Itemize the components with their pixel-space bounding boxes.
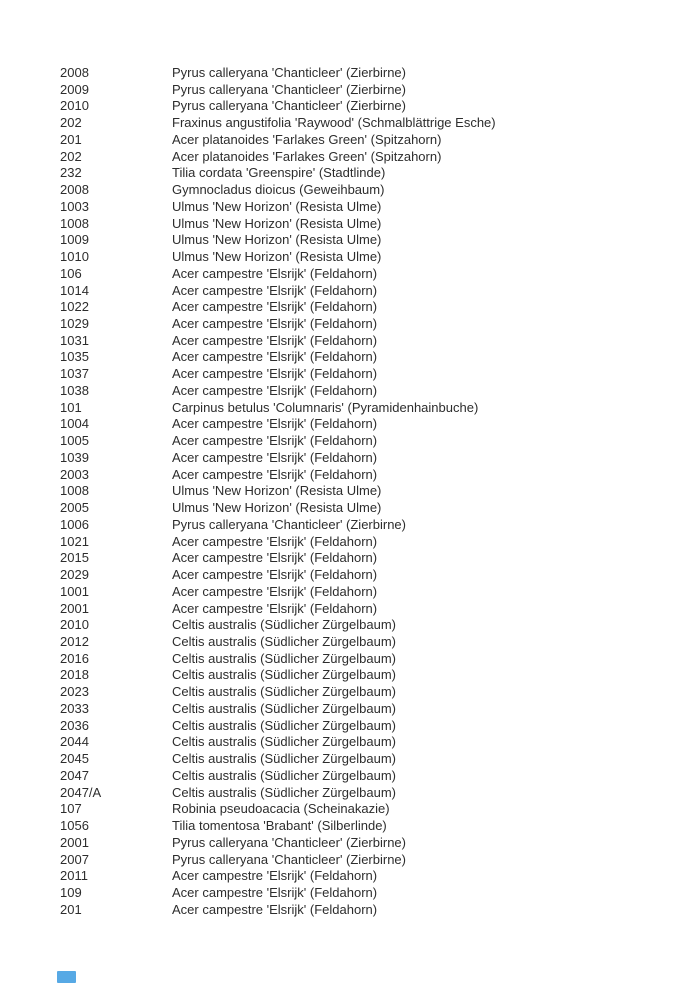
tree-species: Pyrus calleryana 'Chanticleer' (Zierbirne) <box>172 834 406 850</box>
tree-species: Acer campestre 'Elsrijk' (Feldahorn) <box>172 433 378 449</box>
tree-species: Acer campestre 'Elsrijk' (Feldahorn) <box>172 466 378 482</box>
tree-number: 109 <box>60 884 82 900</box>
tree-number: 2047/A <box>60 784 102 800</box>
table-row <box>60 734 680 751</box>
tree-number: 1037 <box>60 366 89 382</box>
tree-number: 1035 <box>60 349 89 365</box>
tree-number: 2016 <box>60 650 89 666</box>
tree-species: Acer campestre 'Elsrijk' (Feldahorn) <box>172 567 378 583</box>
table-row <box>60 433 680 450</box>
table-row <box>60 885 680 902</box>
tree-number: 2008 <box>60 65 89 80</box>
tree-species: Celtis australis (Südlicher Zürgelbaum) <box>172 784 396 800</box>
table-row <box>60 232 680 249</box>
tree-species: Acer campestre 'Elsrijk' (Feldahorn) <box>172 600 378 616</box>
tree-species: Ulmus 'New Horizon' (Resista Ulme) <box>172 249 382 265</box>
tree-number: 1001 <box>60 583 89 599</box>
table-row <box>60 266 680 283</box>
tree-species: Acer campestre 'Elsrijk' (Feldahorn) <box>172 366 378 382</box>
tree-number: 2047 <box>60 767 89 783</box>
table-row <box>60 785 680 802</box>
tree-species: Acer campestre 'Elsrijk' (Feldahorn) <box>172 550 378 566</box>
tree-species: Celtis australis (Südlicher Zürgelbaum) <box>172 717 396 733</box>
tree-number: 2001 <box>60 600 89 616</box>
table-row <box>60 902 680 919</box>
tree-number: 2015 <box>60 550 89 566</box>
table-row <box>60 316 680 333</box>
tree-number: 1008 <box>60 215 89 231</box>
tree-species: Pyrus calleryana 'Chanticleer' (Zierbirne) <box>172 98 406 114</box>
table-row <box>60 517 680 534</box>
tree-number: 2023 <box>60 684 89 700</box>
tree-species: Celtis australis (Südlicher Zürgelbaum) <box>172 751 396 767</box>
tree-number: 1031 <box>60 332 89 348</box>
table-row <box>60 868 680 885</box>
table-row <box>60 115 680 132</box>
tree-number: 1003 <box>60 198 89 214</box>
table-row <box>60 835 680 852</box>
tree-number: 1022 <box>60 299 89 315</box>
tree-number: 106 <box>60 265 82 281</box>
table-row <box>60 283 680 300</box>
tree-species: Acer campestre 'Elsrijk' (Feldahorn) <box>172 316 378 332</box>
table-row <box>60 601 680 618</box>
table-row <box>60 584 680 601</box>
tree-species: Acer campestre 'Elsrijk' (Feldahorn) <box>172 349 378 365</box>
table-row <box>60 132 680 149</box>
tree-species: Ulmus 'New Horizon' (Resista Ulme) <box>172 232 382 248</box>
table-row <box>60 483 680 500</box>
tree-species: Celtis australis (Südlicher Zürgelbaum) <box>172 767 396 783</box>
tree-number: 1010 <box>60 249 89 265</box>
tree-number: 1006 <box>60 516 89 532</box>
table-row <box>60 718 680 735</box>
table-row <box>60 701 680 718</box>
table-row <box>60 550 680 567</box>
table-row <box>60 500 680 517</box>
table-row <box>60 684 680 701</box>
tree-species: Acer campestre 'Elsrijk' (Feldahorn) <box>172 533 378 549</box>
table-row <box>60 149 680 166</box>
tree-number: 1038 <box>60 382 89 398</box>
tree-species: Acer campestre 'Elsrijk' (Feldahorn) <box>172 382 378 398</box>
tree-species: Celtis australis (Südlicher Zürgelbaum) <box>172 633 396 649</box>
tree-number: 1005 <box>60 433 89 449</box>
tree-species: Acer campestre 'Elsrijk' (Feldahorn) <box>172 282 378 298</box>
tree-number: 1056 <box>60 818 89 834</box>
table-row <box>60 333 680 350</box>
tree-species: Pyrus calleryana 'Chanticleer' (Zierbirne) <box>172 851 406 867</box>
tree-number: 1014 <box>60 282 89 298</box>
table-row <box>60 216 680 233</box>
tree-species: Celtis australis (Südlicher Zürgelbaum) <box>172 650 396 666</box>
table-row <box>60 651 680 668</box>
tree-species: Acer campestre 'Elsrijk' (Feldahorn) <box>172 449 378 465</box>
tree-species: Tilia cordata 'Greenspire' (Stadtlinde) <box>172 165 386 181</box>
tree-species: Acer campestre 'Elsrijk' (Feldahorn) <box>172 583 378 599</box>
tree-species: Celtis australis (Südlicher Zürgelbaum) <box>172 684 396 700</box>
table-row <box>60 82 680 99</box>
tree-number: 2045 <box>60 751 89 767</box>
table-row <box>60 768 680 785</box>
tree-species: Acer campestre 'Elsrijk' (Feldahorn) <box>172 884 378 900</box>
tree-number: 1021 <box>60 533 89 549</box>
tree-number: 202 <box>60 115 82 131</box>
tree-number: 2036 <box>60 717 89 733</box>
tree-number: 2010 <box>60 98 89 114</box>
tree-species: Acer campestre 'Elsrijk' (Feldahorn) <box>172 332 378 348</box>
tree-number: 1009 <box>60 232 89 248</box>
tree-number: 2005 <box>60 500 89 516</box>
table-row <box>60 383 680 400</box>
tree-number: 2018 <box>60 667 89 683</box>
table-row <box>60 801 680 818</box>
table-row <box>60 349 680 366</box>
table-row <box>60 852 680 869</box>
tree-list <box>60 65 680 918</box>
table-row <box>60 299 680 316</box>
table-row <box>60 65 680 82</box>
table-row <box>60 667 680 684</box>
tree-number: 2011 <box>60 868 88 884</box>
tree-number: 2003 <box>60 466 89 482</box>
table-row <box>60 634 680 651</box>
tree-number: 2007 <box>60 851 89 867</box>
tree-number: 2029 <box>60 567 89 583</box>
tree-species: Robinia pseudoacacia (Scheinakazie) <box>172 801 390 817</box>
table-row <box>60 199 680 216</box>
table-row <box>60 182 680 199</box>
tree-number: 2033 <box>60 700 89 716</box>
tree-species: Acer campestre 'Elsrijk' (Feldahorn) <box>172 901 378 917</box>
table-row <box>60 567 680 584</box>
tree-number: 107 <box>60 801 82 817</box>
tree-species: Ulmus 'New Horizon' (Resista Ulme) <box>172 483 382 499</box>
tree-species: Tilia tomentosa 'Brabant' (Silberlinde) <box>172 818 387 834</box>
table-row <box>60 98 680 115</box>
tree-number: 201 <box>60 901 82 917</box>
tree-number: 1008 <box>60 483 89 499</box>
tree-number: 2009 <box>60 81 89 97</box>
tree-number: 1004 <box>60 416 89 432</box>
tree-number: 1039 <box>60 449 89 465</box>
table-row <box>60 467 680 484</box>
tree-species: Pyrus calleryana 'Chanticleer' (Zierbirne) <box>172 65 406 80</box>
table-row <box>60 165 680 182</box>
tree-species: Gymnocladus dioicus (Geweihbaum) <box>172 182 385 198</box>
table-row <box>60 249 680 266</box>
tree-number: 2012 <box>60 633 89 649</box>
tree-number: 201 <box>60 131 82 147</box>
tree-species: Acer campestre 'Elsrijk' (Feldahorn) <box>172 299 378 315</box>
tree-species: Ulmus 'New Horizon' (Resista Ulme) <box>172 215 382 231</box>
tree-species: Acer platanoides 'Farlakes Green' (Spitzahorn) <box>172 131 442 147</box>
table-row <box>60 617 680 634</box>
table-row <box>60 818 680 835</box>
tree-number: 101 <box>60 399 82 415</box>
tree-number: 2008 <box>60 182 89 198</box>
tree-number: 2010 <box>60 617 89 633</box>
tree-species: Celtis australis (Südlicher Zürgelbaum) <box>172 617 396 633</box>
tree-number: 2044 <box>60 734 89 750</box>
table-row <box>60 400 680 417</box>
tree-species: Celtis australis (Südlicher Zürgelbaum) <box>172 667 396 683</box>
table-row <box>60 416 680 433</box>
tree-number: 1029 <box>60 316 89 332</box>
tree-species: Acer campestre 'Elsrijk' (Feldahorn) <box>172 868 378 884</box>
tree-number: 232 <box>60 165 82 181</box>
table-row <box>60 450 680 467</box>
tree-species: Acer platanoides 'Farlakes Green' (Spitzahorn) <box>172 148 442 164</box>
tree-species: Acer campestre 'Elsrijk' (Feldahorn) <box>172 265 378 281</box>
tree-number: 2001 <box>60 834 89 850</box>
tree-species: Carpinus betulus 'Columnaris' (Pyramidenhainbuche) <box>172 399 479 415</box>
tree-number: 202 <box>60 148 82 164</box>
table-row <box>60 751 680 768</box>
tree-species: Pyrus calleryana 'Chanticleer' (Zierbirne) <box>172 81 406 97</box>
tree-species: Ulmus 'New Horizon' (Resista Ulme) <box>172 500 382 516</box>
tree-species: Acer campestre 'Elsrijk' (Feldahorn) <box>172 416 378 432</box>
blue-square-marker <box>57 971 76 983</box>
tree-species: Celtis australis (Südlicher Zürgelbaum) <box>172 700 396 716</box>
tree-species: Pyrus calleryana 'Chanticleer' (Zierbirne) <box>172 516 406 532</box>
table-row <box>60 366 680 383</box>
tree-species: Fraxinus angustifolia 'Raywood' (Schmalblättrige Esche) <box>172 115 496 131</box>
table-row <box>60 534 680 551</box>
tree-species: Ulmus 'New Horizon' (Resista Ulme) <box>172 198 382 214</box>
tree-species: Celtis australis (Südlicher Zürgelbaum) <box>172 734 396 750</box>
